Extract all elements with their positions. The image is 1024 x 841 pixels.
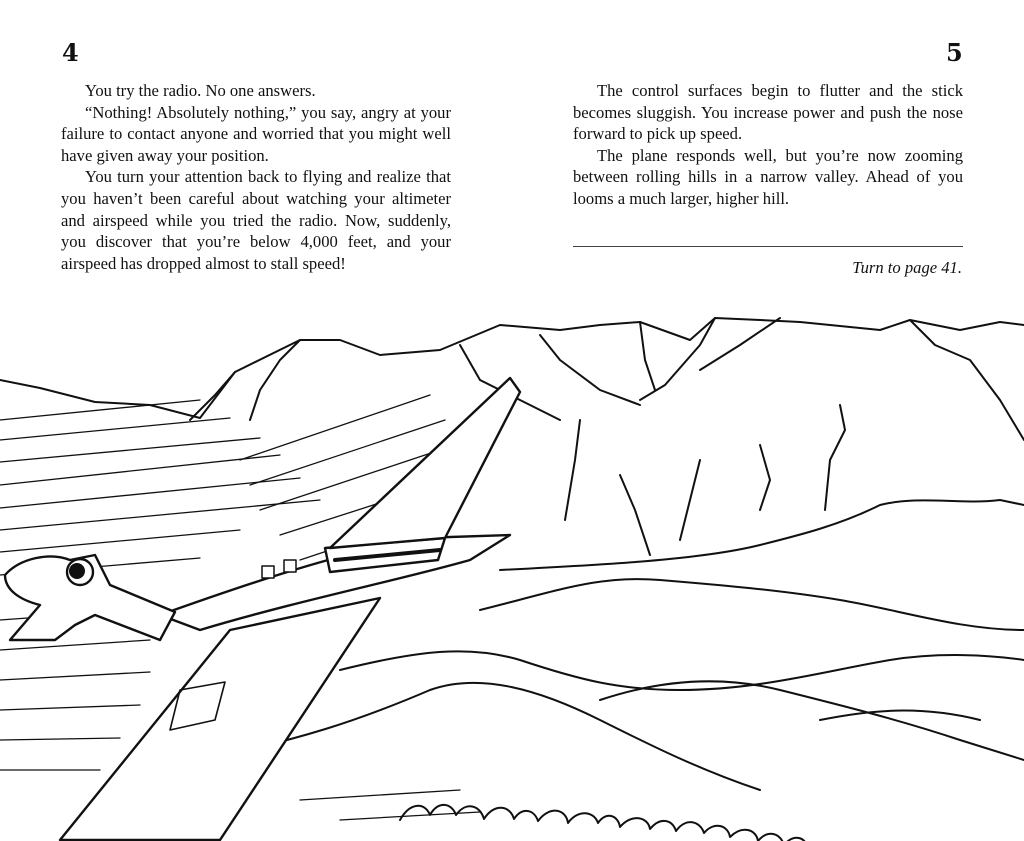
right-paragraph-2: The plane responds well, but you’re now zooming between rolling hills in a narrow valley. Ahead of you looms a much larger, higher hill. [573, 145, 963, 208]
right-paragraph-1: The control surfaces begin to flutter and the stick becomes sluggish. You increase power and push the nose forward to pick up speed. [573, 81, 963, 144]
left-paragraph-2: “Nothing! Absolutely nothing,” you say, angry at your failure to contact anyone and worried that you might well have given away your position. [61, 102, 451, 165]
jet-over-mountains-illustration [0, 300, 1024, 841]
page-number-right: 5 [946, 38, 963, 67]
turn-to-page-link[interactable]: Turn to page 41. [852, 258, 962, 277]
left-paragraph-3: You turn your attention back to flying and realize that you haven’t been careful about watching your altimeter and airspeed while you tried the radio. Now, suddenly, you discover that you’re below 4,000 feet, and your airspeed has dropped almost to stall speed! [61, 167, 451, 273]
right-page-text [573, 80, 963, 210]
jet-tail-fin [330, 378, 520, 548]
treeline [400, 805, 808, 841]
left-paragraph-1: You try the radio. No one answers. [85, 81, 316, 100]
rolling-hills [500, 500, 1024, 570]
page-number-left: 4 [62, 38, 79, 67]
divider-rule [573, 246, 963, 247]
left-page-text [61, 80, 451, 274]
jet-aircraft [5, 378, 520, 840]
jet-wing [60, 598, 380, 840]
